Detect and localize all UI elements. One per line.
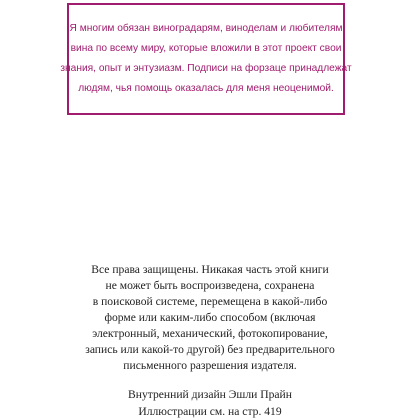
copyright-line: запись или какой-то другой) без предварительного xyxy=(85,343,335,356)
dedication-line: Я многим обязан виноградарям, виноделам и любителям xyxy=(69,23,343,34)
copyright-line: в поисковой системе, перемещена в какой-либо xyxy=(92,295,328,308)
copyright-line: письменного разрешения издателя. xyxy=(123,359,297,372)
dedication-line: людям, чья помощь оказалась для меня неоценимой. xyxy=(78,83,334,94)
copyright-line: Все права защищены. Никакая часть этой книги xyxy=(91,263,329,276)
credits xyxy=(60,386,360,420)
dedication-line: вина по всему миру, которые вложили в этот проект свои xyxy=(70,43,342,54)
copyright-line: электронный, механический, фотокопирование, xyxy=(92,327,328,340)
dedication-text xyxy=(48,19,363,99)
copyright-line: не может быть воспроизведена, сохранена xyxy=(105,279,315,292)
dedication-line: знания, опыт и энтузиазм. Подписи на форзаце принадлежат xyxy=(60,63,352,74)
interior-design-credit: Внутренний дизайн Эшли Прайн xyxy=(128,388,292,401)
illustrations-credit: Иллюстрации см. на стр. 419 xyxy=(138,405,282,418)
copyright-line: форме или каким-либо способом (включая xyxy=(104,311,316,324)
copyright-notice xyxy=(60,262,360,374)
dedication-box xyxy=(60,3,352,115)
